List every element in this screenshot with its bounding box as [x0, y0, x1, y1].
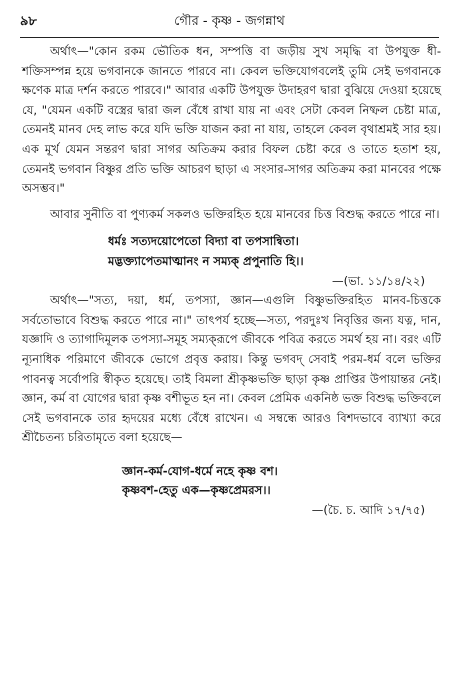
verse-2-line-1: জ্ঞান-কর্ম-যোগ-ধর্মে নহে কৃষ্ণ বশ।	[122, 463, 278, 478]
verse-block-2	[22, 462, 441, 501]
verse-block-1	[22, 232, 441, 271]
verse-2-citation: —(চৈ. চ. আদি ১৭/৭৫)	[311, 503, 425, 518]
verse-2-line-2: কৃষ্ণবশ-হেতু এক—কৃষ্ণপ্রেমরস।।	[122, 483, 271, 498]
running-title: গৌর - কৃষ্ণ - জগন্নাথ	[174, 14, 285, 29]
paragraph-1: অর্থাৎ—"কোন রকম ভৌতিক ধন, সম্পত্তি বা জড়ীয় সুখ সমৃদ্ধি বা উপযুক্ত ধী-শক্তিসম্পন্ন হয়ে ভগবানকে জানতে পারবে না। কেবল ভক্তিযোগবলেই তুমি সেই ভগবানকে ক্ষণেক মাত্র দর্শন করতে পারবে।" আবার একটি উপযুক্ত উদাহরণ দ্বারা বুঝিয়ে দেওয়া হয়েছে যে, "যেমন একটি বস্ত্রের দ্বারা জল বেঁধে রাখা যায় না এবং সেটা কেবল নিষ্ফল চেষ্টা মাত্র, তেমনই মানব দেহ লাভ করে যদি ভক্তি যাজন করা না যায়, তাহলে কেবল বৃথাশ্রমই সার হয়। এক মূর্খ যেমন সন্তরণ দ্বারা সাগর অতিক্রম করার বিফল চেষ্টা করে ও তাতে হতাশ হয়, তেমনই ভগবান বিষ্ণুর প্রতি ভক্তি আচরণ ছাড়া এ সংসার-সাগর অতিক্রম করা মানবের পক্ষে অসম্ভব।"	[22, 44, 441, 196]
page-body	[22, 42, 441, 521]
header-rule	[20, 37, 439, 38]
page-header	[20, 12, 439, 34]
page-number: ৯৮	[20, 14, 37, 29]
paragraph-2: আবার সুনীতি বা পুণ্যকর্ম সকলও ভক্তিরহিত হয়ে মানবের চিত্ত বিশুদ্ধ করতে পারে না।	[50, 206, 440, 221]
verse-1-line-2: মদ্ভক্ত্যাপেতমাত্মানং ন সম্যক্ প্রপুনাতি হি।।	[108, 253, 304, 268]
paragraph-3: অর্থাৎ—"সত্য, দয়া, ধর্ম, তপস্যা, জ্ঞান—এগুলি বিষ্ণুভক্তিরহিত মানব-চিত্তকে সর্বতোভাবে বিশুদ্ধ করতে পারে না।" তাৎপর্য হচ্ছে—সত্য, পরদুঃখ নিবৃত্তির জন্য যত্ন, দান, যজ্ঞাদি ও ত্যাগাদিমূলক তপস্যা-সমূহ সম্যক্‌রূপে জীবকে পবিত্র করতে সমর্থ হয় না। বরং এটি ন্যূনাধিক পরিমাণে জীবকে ভোগে প্রবৃত্ত করায়। কিন্তু ভগবদ্ সেবাই পরম-ধর্ম বলে ভক্তির পাবনত্ব সর্বোপরি স্বীকৃত হয়েছে। তাই বিমলা শ্রীকৃষ্ণভক্তি ছাড়া কৃষ্ণ প্রাপ্তির উপায়ান্তর নেই। জ্ঞান, কর্ম বা যোগের দ্বারা কৃষ্ণ বশীভূত হন না। কেবল প্রেমিক একনিষ্ঠ ভক্ত বিশুদ্ধ ভক্তিবলে সেই ভগবানকে তার হৃদয়ের মধ্যে বেঁধে রাখেন। এ সম্বন্ধে আরও বিশদভাবে ব্যাখ্যা করে শ্রীচৈতন্য চরিতামৃতে বলা হয়েছে—	[22, 293, 441, 445]
verse-1-citation: —(ভা. ১১/১৪/২২)	[332, 273, 425, 288]
verse-1-line-1: ধর্মঃ সত্যদয়োপেতো বিদ্যা বা তপসান্বিতা।	[108, 234, 299, 249]
